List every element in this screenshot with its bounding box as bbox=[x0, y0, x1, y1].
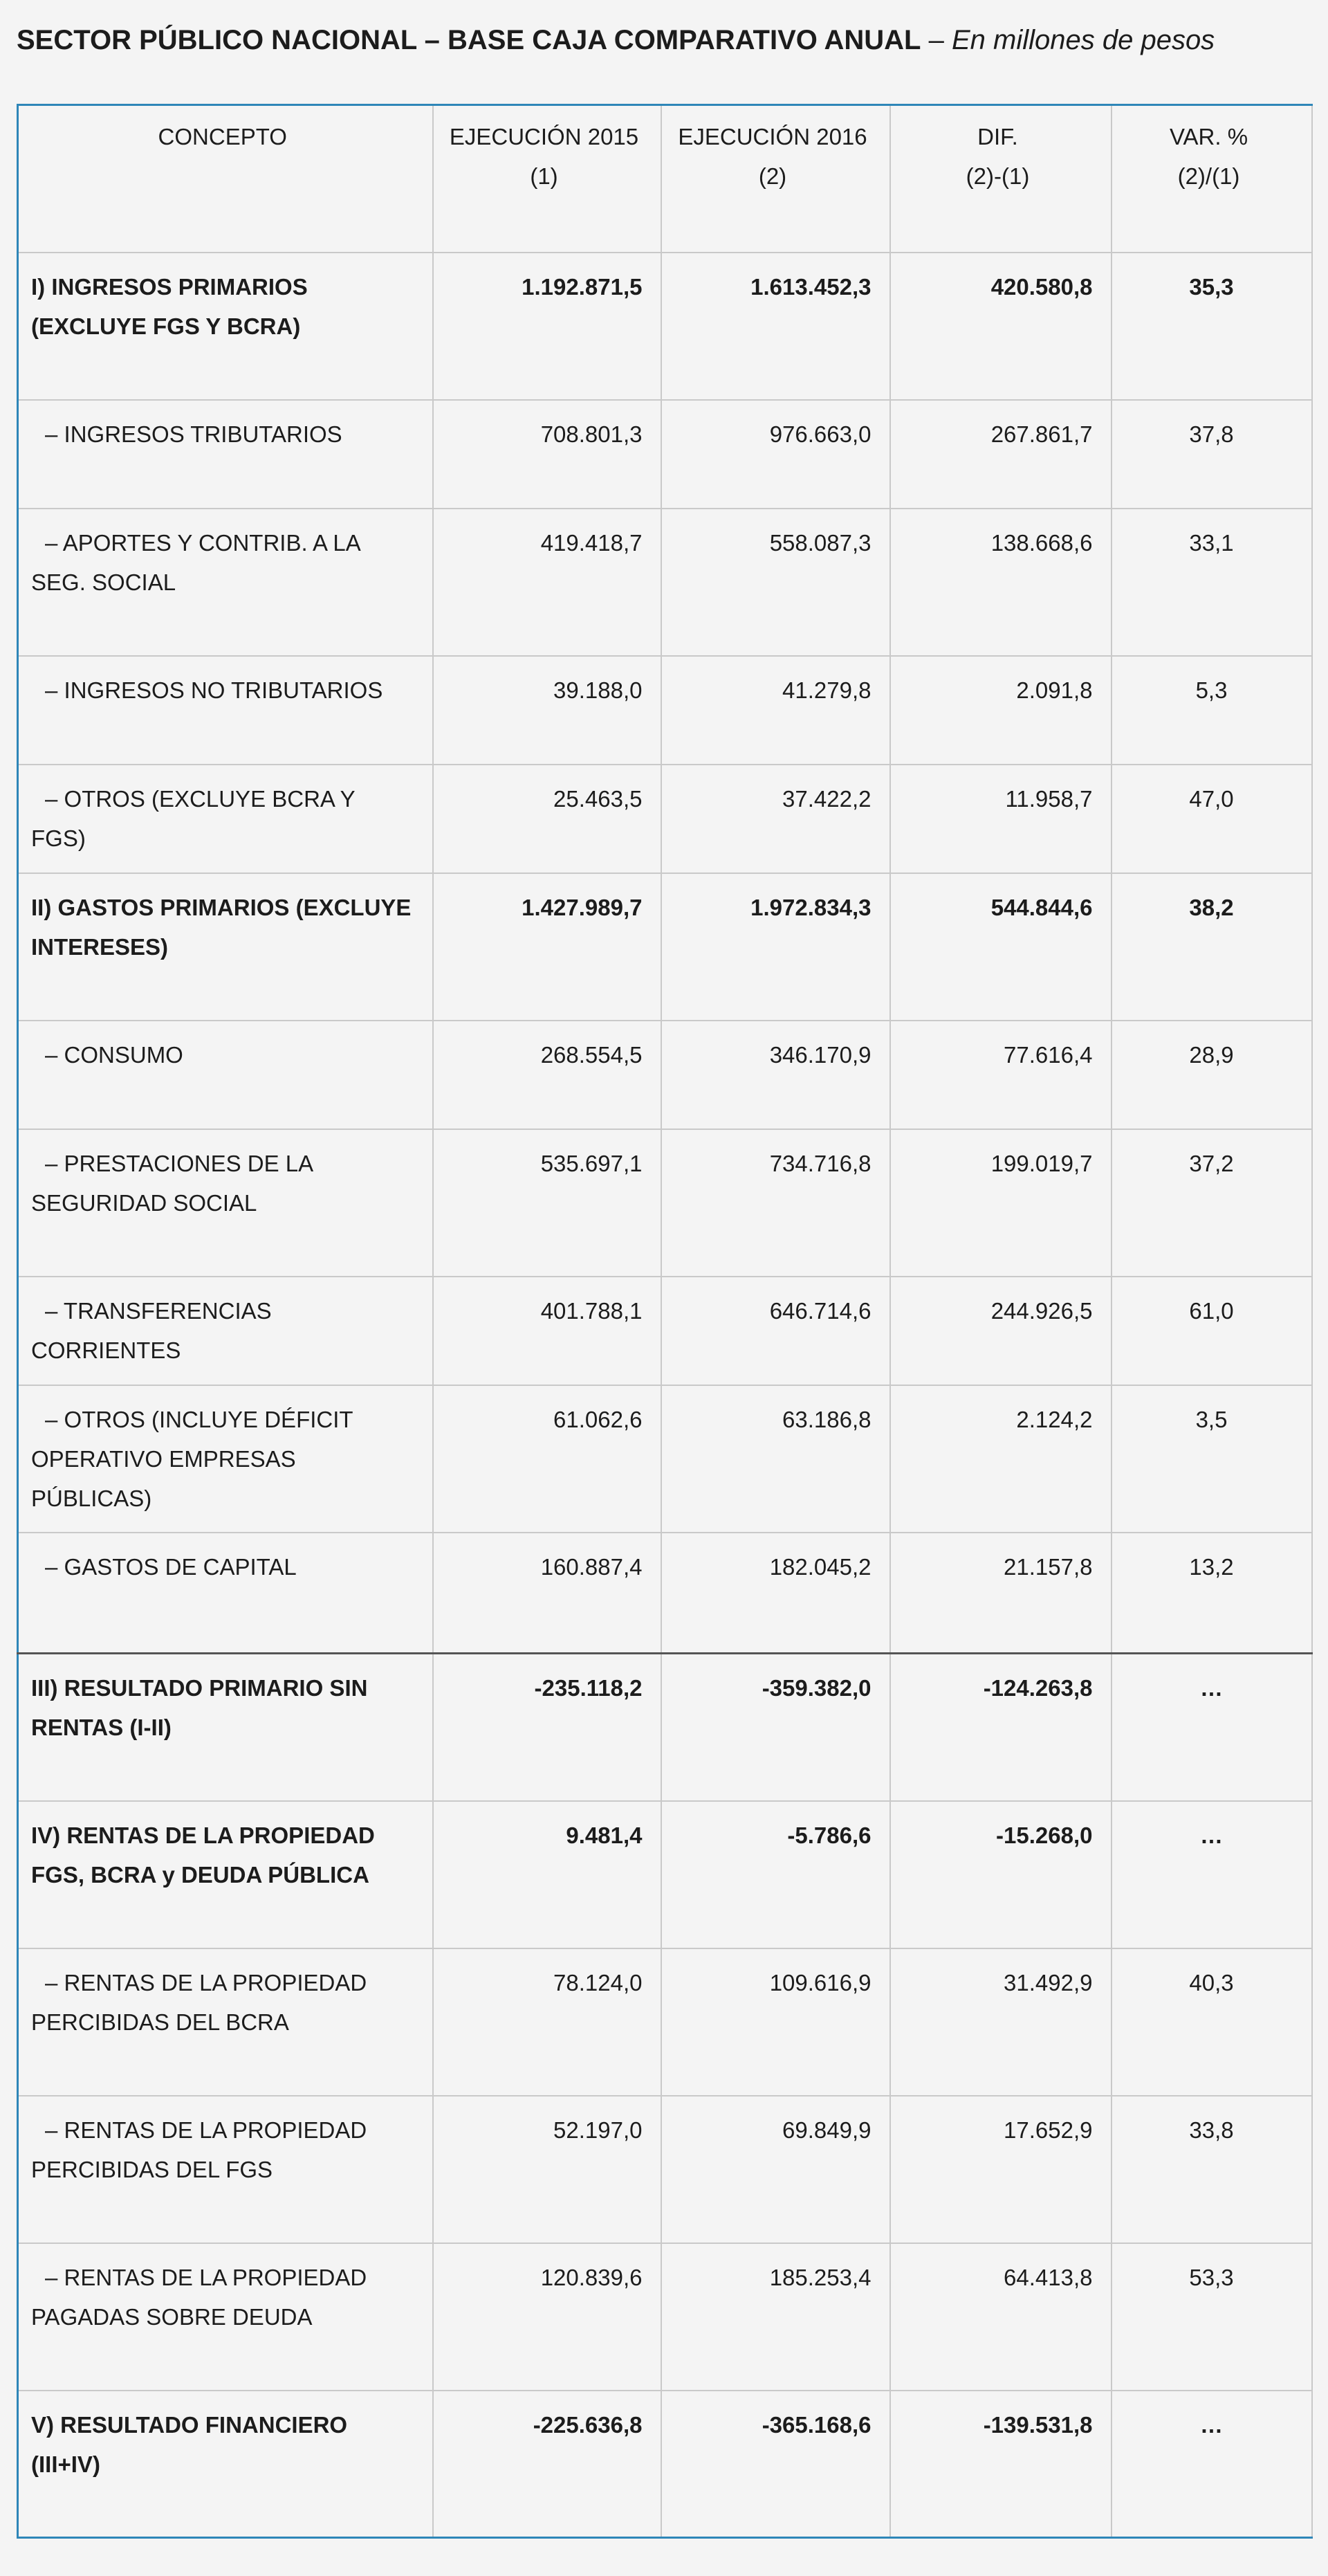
row-variacion: … bbox=[1112, 1654, 1312, 1801]
row-variacion: 61,0 bbox=[1112, 1277, 1312, 1385]
row-diferencia: 244.926,5 bbox=[890, 1277, 1112, 1385]
row-variacion: 33,8 bbox=[1112, 2096, 1312, 2243]
row-ejecucion-2015: 535.697,1 bbox=[433, 1129, 661, 1277]
row-concept: III) RESULTADO PRIMARIO SIN RENTAS (I-II) bbox=[18, 1654, 433, 1801]
row-ejecucion-2016: 185.253,4 bbox=[661, 2243, 890, 2391]
row-ejecucion-2016: 41.279,8 bbox=[661, 656, 890, 765]
row-diferencia: 420.580,8 bbox=[890, 253, 1112, 400]
row-diferencia: -15.268,0 bbox=[890, 1801, 1112, 1948]
table-row bbox=[18, 1021, 1312, 1129]
header-variacion: VAR. % (2)/(1) bbox=[1112, 105, 1312, 253]
page-title-separator: – bbox=[921, 25, 952, 55]
row-diferencia: 64.413,8 bbox=[890, 2243, 1112, 2391]
row-concept: – GASTOS DE CAPITAL bbox=[18, 1533, 433, 1654]
row-ejecucion-2016: 976.663,0 bbox=[661, 400, 890, 509]
row-diferencia: 2.124,2 bbox=[890, 1385, 1112, 1533]
row-variacion: … bbox=[1112, 2391, 1312, 2538]
table-row bbox=[18, 1948, 1312, 2096]
table-row bbox=[18, 1385, 1312, 1533]
row-concept: – RENTAS DE LA PROPIEDAD PERCIBIDAS DEL FGS bbox=[18, 2096, 433, 2243]
table-row bbox=[18, 1654, 1312, 1801]
table-row bbox=[18, 2391, 1312, 2538]
row-diferencia: 77.616,4 bbox=[890, 1021, 1112, 1129]
table-row bbox=[18, 765, 1312, 873]
row-diferencia: -124.263,8 bbox=[890, 1654, 1112, 1801]
table-row bbox=[18, 1129, 1312, 1277]
row-diferencia: 138.668,6 bbox=[890, 509, 1112, 656]
table-row bbox=[18, 1533, 1312, 1654]
row-variacion: 53,3 bbox=[1112, 2243, 1312, 2391]
page-title-main: SECTOR PÚBLICO NACIONAL – BASE CAJA COMPARATIVO ANUAL bbox=[17, 25, 921, 55]
row-ejecucion-2016: -5.786,6 bbox=[661, 1801, 890, 1948]
row-concept: – OTROS (EXCLUYE BCRA Y FGS) bbox=[18, 765, 433, 873]
row-variacion: 40,3 bbox=[1112, 1948, 1312, 2096]
row-concept: – RENTAS DE LA PROPIEDAD PERCIBIDAS DEL BCRA bbox=[18, 1948, 433, 2096]
row-concept: V) RESULTADO FINANCIERO (III+IV) bbox=[18, 2391, 433, 2538]
table-row bbox=[18, 509, 1312, 656]
row-diferencia: 11.958,7 bbox=[890, 765, 1112, 873]
row-ejecucion-2015: 708.801,3 bbox=[433, 400, 661, 509]
table-row bbox=[18, 253, 1312, 400]
row-ejecucion-2016: 109.616,9 bbox=[661, 1948, 890, 2096]
row-ejecucion-2015: 401.788,1 bbox=[433, 1277, 661, 1385]
row-variacion: 37,8 bbox=[1112, 400, 1312, 509]
row-ejecucion-2015: 1.192.871,5 bbox=[433, 253, 661, 400]
row-ejecucion-2015: 61.062,6 bbox=[433, 1385, 661, 1533]
table-row bbox=[18, 656, 1312, 765]
row-concept: – PRESTACIONES DE LA SEGURIDAD SOCIAL bbox=[18, 1129, 433, 1277]
row-ejecucion-2015: 160.887,4 bbox=[433, 1533, 661, 1654]
row-concept: II) GASTOS PRIMARIOS (EXCLUYE INTERESES) bbox=[18, 873, 433, 1021]
row-ejecucion-2015: -225.636,8 bbox=[433, 2391, 661, 2538]
row-ejecucion-2016: 1.613.452,3 bbox=[661, 253, 890, 400]
page-title bbox=[17, 21, 1215, 60]
row-ejecucion-2016: 558.087,3 bbox=[661, 509, 890, 656]
table-row bbox=[18, 2243, 1312, 2391]
row-ejecucion-2015: 39.188,0 bbox=[433, 656, 661, 765]
budget-table bbox=[17, 104, 1313, 2539]
row-diferencia: 267.861,7 bbox=[890, 400, 1112, 509]
table-row bbox=[18, 1801, 1312, 1948]
row-ejecucion-2015: 1.427.989,7 bbox=[433, 873, 661, 1021]
row-ejecucion-2016: 69.849,9 bbox=[661, 2096, 890, 2243]
row-diferencia: 31.492,9 bbox=[890, 1948, 1112, 2096]
row-ejecucion-2016: 182.045,2 bbox=[661, 1533, 890, 1654]
row-concept: I) INGRESOS PRIMARIOS (EXCLUYE FGS Y BCRA) bbox=[18, 253, 433, 400]
row-concept: – OTROS (INCLUYE DÉFICIT OPERATIVO EMPRESAS PÚBLICAS) bbox=[18, 1385, 433, 1533]
row-ejecucion-2016: 646.714,6 bbox=[661, 1277, 890, 1385]
row-ejecucion-2015: 9.481,4 bbox=[433, 1801, 661, 1948]
row-ejecucion-2016: -359.382,0 bbox=[661, 1654, 890, 1801]
row-ejecucion-2016: 63.186,8 bbox=[661, 1385, 890, 1533]
row-concept: – INGRESOS TRIBUTARIOS bbox=[18, 400, 433, 509]
row-diferencia: 199.019,7 bbox=[890, 1129, 1112, 1277]
row-concept: – RENTAS DE LA PROPIEDAD PAGADAS SOBRE DEUDA bbox=[18, 2243, 433, 2391]
row-variacion: 47,0 bbox=[1112, 765, 1312, 873]
table-header-row bbox=[18, 105, 1312, 253]
row-diferencia: 2.091,8 bbox=[890, 656, 1112, 765]
row-variacion: 38,2 bbox=[1112, 873, 1312, 1021]
row-diferencia: 544.844,6 bbox=[890, 873, 1112, 1021]
row-variacion: 28,9 bbox=[1112, 1021, 1312, 1129]
row-diferencia: 21.157,8 bbox=[890, 1533, 1112, 1654]
row-ejecucion-2015: 78.124,0 bbox=[433, 1948, 661, 2096]
row-concept: – TRANSFERENCIAS CORRIENTES bbox=[18, 1277, 433, 1385]
header-concepto: CONCEPTO bbox=[18, 105, 433, 253]
header-ejecucion-2015: EJECUCIÓN 2015 (1) bbox=[433, 105, 661, 253]
budget-table-container bbox=[17, 104, 1311, 2539]
row-variacion: 37,2 bbox=[1112, 1129, 1312, 1277]
page-title-unit: En millones de pesos bbox=[951, 25, 1215, 55]
row-variacion: 13,2 bbox=[1112, 1533, 1312, 1654]
header-ejecucion-2016: EJECUCIÓN 2016 (2) bbox=[661, 105, 890, 253]
table-row bbox=[18, 873, 1312, 1021]
row-ejecucion-2016: 1.972.834,3 bbox=[661, 873, 890, 1021]
row-variacion: 5,3 bbox=[1112, 656, 1312, 765]
row-ejecucion-2015: 25.463,5 bbox=[433, 765, 661, 873]
row-variacion: … bbox=[1112, 1801, 1312, 1948]
table-row bbox=[18, 400, 1312, 509]
row-ejecucion-2015: 52.197,0 bbox=[433, 2096, 661, 2243]
row-ejecucion-2015: -235.118,2 bbox=[433, 1654, 661, 1801]
row-variacion: 33,1 bbox=[1112, 509, 1312, 656]
row-diferencia: -139.531,8 bbox=[890, 2391, 1112, 2538]
table-row bbox=[18, 2096, 1312, 2243]
row-ejecucion-2015: 268.554,5 bbox=[433, 1021, 661, 1129]
row-ejecucion-2016: 37.422,2 bbox=[661, 765, 890, 873]
row-ejecucion-2016: -365.168,6 bbox=[661, 2391, 890, 2538]
row-diferencia: 17.652,9 bbox=[890, 2096, 1112, 2243]
row-ejecucion-2016: 734.716,8 bbox=[661, 1129, 890, 1277]
row-variacion: 3,5 bbox=[1112, 1385, 1312, 1533]
row-concept: – APORTES Y CONTRIB. A LA SEG. SOCIAL bbox=[18, 509, 433, 656]
row-concept: – CONSUMO bbox=[18, 1021, 433, 1129]
header-diferencia: DIF. (2)-(1) bbox=[890, 105, 1112, 253]
row-variacion: 35,3 bbox=[1112, 253, 1312, 400]
row-concept: IV) RENTAS DE LA PROPIEDAD FGS, BCRA y DEUDA PÚBLICA bbox=[18, 1801, 433, 1948]
row-ejecucion-2016: 346.170,9 bbox=[661, 1021, 890, 1129]
row-ejecucion-2015: 419.418,7 bbox=[433, 509, 661, 656]
table-row bbox=[18, 1277, 1312, 1385]
row-concept: – INGRESOS NO TRIBUTARIOS bbox=[18, 656, 433, 765]
row-ejecucion-2015: 120.839,6 bbox=[433, 2243, 661, 2391]
